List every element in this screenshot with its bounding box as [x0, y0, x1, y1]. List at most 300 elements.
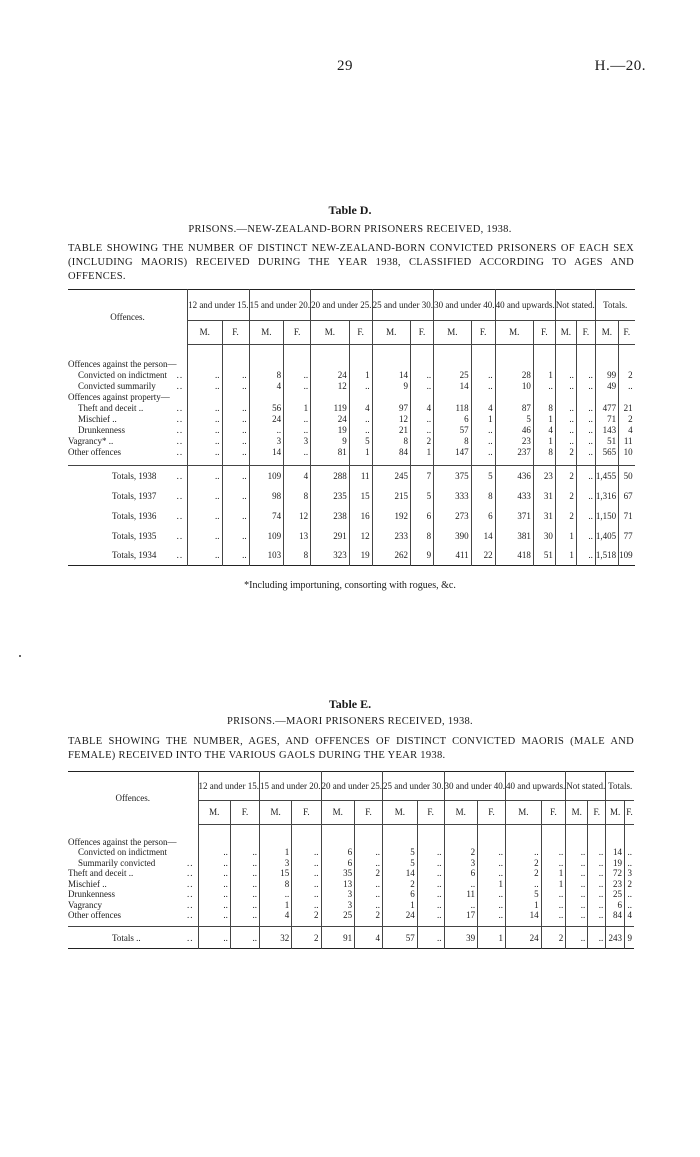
table-cell: .. — [284, 414, 311, 425]
female-col-header: F. — [619, 321, 635, 345]
totals-cell: 12 — [284, 506, 311, 526]
age-group-header: Totals. — [606, 772, 634, 801]
table-cell: 1 — [260, 847, 292, 858]
table-d-footnote: *Including importuning, consorting with rogues, &c. — [244, 580, 456, 591]
table-cell: .. — [198, 847, 230, 858]
table-cell: 25 — [434, 370, 472, 381]
table-cell — [555, 359, 576, 370]
table-cell: 84 — [372, 447, 410, 458]
totals-cell: 192 — [372, 506, 410, 526]
table-cell: 10 — [495, 381, 533, 392]
table-row — [68, 837, 634, 848]
totals-cell: .. — [417, 927, 444, 949]
totals-cell: .. — [576, 546, 595, 566]
table-row — [68, 847, 634, 858]
table-cell: .. — [417, 858, 444, 869]
totals-label: Totals, 1935 — [112, 530, 157, 541]
table-cell: .. — [576, 447, 595, 458]
totals-cell: 16 — [349, 506, 372, 526]
table-cell: .. — [249, 425, 284, 436]
table-cell: 2 — [355, 868, 383, 879]
table-row — [68, 370, 635, 381]
table-cell: 2 — [506, 868, 542, 879]
table-cell: 4 — [260, 910, 292, 921]
table-cell — [555, 392, 576, 403]
row-label: Vagrancy* .. — [68, 436, 114, 446]
table-cell: 81 — [311, 447, 350, 458]
table-cell: .. — [555, 403, 576, 414]
table-cell: 21 — [372, 425, 410, 436]
table-cell — [576, 392, 595, 403]
totals-cell: .. — [576, 486, 595, 506]
table-cell: 17 — [444, 910, 478, 921]
table-cell — [349, 359, 372, 370]
table-cell — [595, 359, 618, 370]
table-cell: .. — [444, 879, 478, 890]
table-cell: 35 — [321, 868, 355, 879]
table-cell: .. — [411, 370, 434, 381]
table-cell: 14 — [606, 847, 625, 858]
totals-cell: 433 — [495, 486, 533, 506]
totals-cell: 215 — [372, 486, 410, 506]
totals-cell: 67 — [619, 486, 635, 506]
totals-cell: 1 — [555, 546, 576, 566]
table-cell: 4 — [349, 403, 372, 414]
table-cell: .. — [198, 889, 230, 900]
table-cell: 28 — [495, 370, 533, 381]
table-cell: .. — [619, 381, 635, 392]
table-cell — [533, 359, 555, 370]
age-group-header: 30 and under 40. — [444, 772, 506, 801]
totals-label: Totals, 1937 — [112, 490, 157, 501]
totals-cell: 243 — [606, 927, 625, 949]
table-row — [68, 414, 635, 425]
totals-cell: .. — [222, 526, 249, 546]
totals-cell: 4 — [284, 466, 311, 486]
table-cell: 237 — [495, 447, 533, 458]
totals-cell: .. — [198, 927, 230, 949]
table-cell: .. — [576, 425, 595, 436]
table-cell: 8 — [260, 879, 292, 890]
row-label: Mischief .. — [68, 878, 107, 889]
female-col-header: F. — [533, 321, 555, 345]
table-cell — [292, 837, 321, 848]
table-cell — [495, 392, 533, 403]
table-row — [68, 910, 634, 921]
table-cell: .. — [555, 436, 576, 447]
totals-cell: 109 — [619, 546, 635, 566]
totals-cell: .. — [188, 466, 222, 486]
table-cell: .. — [222, 436, 249, 447]
table-cell: 23 — [495, 436, 533, 447]
totals-cell: 91 — [321, 927, 355, 949]
table-cell: 2 — [619, 370, 635, 381]
table-cell: 71 — [595, 414, 618, 425]
totals-cell: .. — [576, 466, 595, 486]
table-cell: 1 — [260, 900, 292, 911]
offences-header: Offences. — [115, 792, 151, 803]
totals-cell: 273 — [434, 506, 472, 526]
table-cell: .. — [588, 889, 606, 900]
table-cell: 2 — [619, 414, 635, 425]
totals-cell: 381 — [495, 526, 533, 546]
table-cell — [495, 359, 533, 370]
totals-cell: 51 — [533, 546, 555, 566]
totals-row — [68, 927, 634, 949]
table-cell: 24 — [383, 910, 418, 921]
totals-cell: 12 — [349, 526, 372, 546]
female-col-header: F. — [576, 321, 595, 345]
row-leader: .. — [176, 436, 184, 446]
table-cell: 15 — [260, 868, 292, 879]
table-cell: 14 — [434, 381, 472, 392]
table-cell — [434, 359, 472, 370]
table-cell: .. — [541, 889, 566, 900]
table-cell: .. — [566, 847, 588, 858]
table-cell: .. — [588, 868, 606, 879]
row-label: Drunkenness — [78, 425, 125, 435]
row-label: Summarily convicted — [78, 857, 156, 868]
totals-cell: 31 — [533, 506, 555, 526]
table-cell — [576, 359, 595, 370]
totals-row — [68, 486, 635, 506]
table-cell: .. — [292, 858, 321, 869]
female-col-header: F. — [478, 801, 506, 825]
table-cell: .. — [411, 381, 434, 392]
table-cell: .. — [566, 900, 588, 911]
table-cell: 56 — [249, 403, 284, 414]
table-cell — [260, 837, 292, 848]
table-cell: 5 — [383, 858, 418, 869]
row-leader: .. — [187, 878, 194, 889]
table-cell: 6 — [606, 900, 625, 911]
male-col-header: M. — [198, 801, 230, 825]
male-col-header: M. — [595, 321, 618, 345]
row-leader: .. — [176, 425, 184, 435]
table-cell: .. — [188, 381, 222, 392]
totals-cell: 39 — [444, 927, 478, 949]
table-cell: 3 — [624, 868, 634, 879]
totals-cell: 8 — [411, 526, 434, 546]
totals-cell: 71 — [619, 506, 635, 526]
table-cell — [595, 392, 618, 403]
table-cell — [249, 392, 284, 403]
table-cell: .. — [230, 858, 259, 869]
totals-cell: 1 — [555, 526, 576, 546]
table-cell: .. — [576, 381, 595, 392]
row-leader: .. — [176, 381, 184, 391]
table-cell: 5 — [495, 414, 533, 425]
totals-cell: 1 — [478, 927, 506, 949]
table-cell: .. — [292, 879, 321, 890]
table-cell: 99 — [595, 370, 618, 381]
table-cell: 12 — [372, 414, 410, 425]
table-cell: .. — [506, 879, 542, 890]
table-cell: 2 — [506, 858, 542, 869]
table-cell: .. — [284, 425, 311, 436]
totals-row — [68, 546, 635, 566]
table-row — [68, 436, 635, 447]
totals-cell: 411 — [434, 546, 472, 566]
totals-cell: 1,150 — [595, 506, 618, 526]
table-cell: 477 — [595, 403, 618, 414]
totals-row — [68, 466, 635, 486]
table-cell: .. — [260, 889, 292, 900]
table-cell: .. — [566, 910, 588, 921]
table-cell: 5 — [506, 889, 542, 900]
table-cell: 14 — [249, 447, 284, 458]
age-group-header: 20 and under 25. — [311, 290, 373, 321]
age-group-header: 15 and under 20. — [249, 290, 311, 321]
table-cell: .. — [566, 858, 588, 869]
table-cell: .. — [576, 414, 595, 425]
table-cell: .. — [624, 858, 634, 869]
table-cell — [321, 837, 355, 848]
row-label: Drunkenness — [68, 889, 115, 900]
male-col-header: M. — [249, 321, 284, 345]
row-leader: .. — [187, 932, 194, 943]
table-cell: 3 — [260, 858, 292, 869]
row-leader: .. — [176, 447, 184, 457]
table-cell — [541, 837, 566, 848]
table-cell: .. — [198, 910, 230, 921]
totals-cell: 2 — [555, 466, 576, 486]
table-cell: 147 — [434, 447, 472, 458]
female-col-header: F. — [230, 801, 259, 825]
table-cell: 72 — [606, 868, 625, 879]
table-cell: 1 — [471, 414, 495, 425]
table-cell: 1 — [383, 900, 418, 911]
male-col-header: M. — [506, 801, 542, 825]
table-cell: 8 — [533, 403, 555, 414]
female-col-header: F. — [541, 801, 566, 825]
table-cell: .. — [555, 425, 576, 436]
totals-cell: 14 — [471, 526, 495, 546]
age-group-header: 15 and under 20. — [260, 772, 322, 801]
table-cell: .. — [566, 868, 588, 879]
table-row — [68, 359, 635, 370]
table-cell: .. — [555, 381, 576, 392]
table-row — [68, 879, 634, 890]
table-cell: 565 — [595, 447, 618, 458]
table-cell: .. — [284, 447, 311, 458]
table-d-description: TABLE SHOWING THE NUMBER OF DISTINCT NEW-ZEALAND-BORN CONVICTED PRISONERS OF EACH SEX (INCLUDING MAORIS) RECEIVED DURING THE YEAR 1938, CLASSIFIED ACCORDING TO AGES AND OFFENCES. — [68, 243, 634, 282]
table-cell: 2 — [383, 879, 418, 890]
table-cell: .. — [188, 370, 222, 381]
table-cell: .. — [230, 868, 259, 879]
table-cell: .. — [478, 868, 506, 879]
table-cell: 3 — [321, 889, 355, 900]
table-cell: .. — [506, 847, 542, 858]
table-cell: .. — [417, 879, 444, 890]
totals-cell: 98 — [249, 486, 284, 506]
female-col-header: F. — [588, 801, 606, 825]
row-label: Mischief .. — [78, 414, 117, 424]
table-cell: .. — [588, 900, 606, 911]
table-cell: .. — [222, 381, 249, 392]
table-cell: 25 — [321, 910, 355, 921]
table-d-label: Table D. — [328, 203, 372, 217]
table-cell: 24 — [249, 414, 284, 425]
totals-cell: 288 — [311, 466, 350, 486]
table-cell: 14 — [506, 910, 542, 921]
table-cell — [349, 392, 372, 403]
table-cell: .. — [349, 425, 372, 436]
table-cell: .. — [292, 889, 321, 900]
table-cell: .. — [555, 414, 576, 425]
female-col-header: F. — [292, 801, 321, 825]
table-cell: .. — [198, 868, 230, 879]
table-cell: 1 — [506, 900, 542, 911]
totals-cell: 390 — [434, 526, 472, 546]
table-cell: 11 — [619, 436, 635, 447]
table-cell: .. — [188, 414, 222, 425]
totals-cell: .. — [576, 526, 595, 546]
totals-cell: 103 — [249, 546, 284, 566]
table-cell — [284, 392, 311, 403]
totals-cell: 2 — [555, 486, 576, 506]
totals-cell: 15 — [349, 486, 372, 506]
table-cell: .. — [230, 900, 259, 911]
totals-cell: .. — [566, 927, 588, 949]
table-cell: .. — [349, 414, 372, 425]
table-cell: 6 — [321, 847, 355, 858]
male-col-header: M. — [434, 321, 472, 345]
table-cell: 2 — [355, 910, 383, 921]
totals-cell: .. — [588, 927, 606, 949]
table-cell: .. — [576, 403, 595, 414]
row-leader: .. — [187, 910, 194, 921]
table-cell: .. — [417, 847, 444, 858]
table-cell — [506, 837, 542, 848]
table-cell: 1 — [533, 370, 555, 381]
table-cell: 21 — [619, 403, 635, 414]
table-cell: 118 — [434, 403, 472, 414]
row-label: Offences against the person— — [68, 359, 177, 369]
table-cell: .. — [222, 403, 249, 414]
table-cell: .. — [541, 910, 566, 921]
table-cell: .. — [588, 910, 606, 921]
row-leader: .. — [176, 550, 184, 561]
table-cell: .. — [471, 425, 495, 436]
table-cell: .. — [555, 370, 576, 381]
totals-cell: 238 — [311, 506, 350, 526]
table-cell: .. — [417, 900, 444, 911]
totals-cell: 2 — [292, 927, 321, 949]
table-cell: 8 — [249, 370, 284, 381]
table-row — [68, 858, 634, 869]
table-cell — [434, 392, 472, 403]
table-cell: 2 — [444, 847, 478, 858]
totals-cell: 32 — [260, 927, 292, 949]
stray-mark — [19, 655, 21, 657]
totals-cell: 19 — [349, 546, 372, 566]
totals-cell: 262 — [372, 546, 410, 566]
table-cell — [417, 837, 444, 848]
table-d-subtitle: PRISONS.—NEW-ZEALAND-BORN PRISONERS RECEIVED, 1938. — [188, 224, 512, 235]
male-col-header: M. — [555, 321, 576, 345]
table-cell: 9 — [311, 436, 350, 447]
table-cell — [533, 392, 555, 403]
male-col-header: M. — [566, 801, 588, 825]
table-e — [68, 771, 634, 949]
table-cell — [355, 837, 383, 848]
table-cell — [588, 837, 606, 848]
table-cell: .. — [624, 889, 634, 900]
female-col-header: F. — [624, 801, 634, 825]
table-cell: .. — [478, 889, 506, 900]
age-group-header: 25 and under 30. — [383, 772, 445, 801]
table-cell: .. — [355, 879, 383, 890]
table-cell: .. — [417, 910, 444, 921]
totals-cell: 1,405 — [595, 526, 618, 546]
totals-cell: 9 — [411, 546, 434, 566]
table-cell — [311, 359, 350, 370]
row-leader: .. — [187, 868, 194, 879]
table-row — [68, 447, 635, 458]
table-row — [68, 403, 635, 414]
table-cell: 1 — [478, 879, 506, 890]
totals-cell: 375 — [434, 466, 472, 486]
table-cell: .. — [588, 879, 606, 890]
table-cell: 87 — [495, 403, 533, 414]
table-cell: 24 — [311, 414, 350, 425]
table-cell: 2 — [624, 879, 634, 890]
row-label: Convicted on indictment — [78, 370, 167, 380]
male-col-header: M. — [495, 321, 533, 345]
table-cell: 8 — [434, 436, 472, 447]
table-cell: .. — [198, 858, 230, 869]
table-cell — [372, 392, 410, 403]
table-cell: .. — [355, 900, 383, 911]
table-e-subtitle: PRISONS.—MAORI PRISONERS RECEIVED, 1938. — [227, 716, 473, 727]
totals-cell: 333 — [434, 486, 472, 506]
table-cell: 3 — [444, 858, 478, 869]
table-cell: 3 — [321, 900, 355, 911]
table-cell — [249, 359, 284, 370]
table-cell — [619, 359, 635, 370]
table-cell — [619, 392, 635, 403]
totals-cell: .. — [188, 526, 222, 546]
table-cell — [188, 392, 222, 403]
male-col-header: M. — [311, 321, 350, 345]
table-cell: 1 — [284, 403, 311, 414]
table-cell — [198, 837, 230, 848]
table-cell: .. — [198, 879, 230, 890]
table-cell: .. — [230, 847, 259, 858]
totals-cell: 245 — [372, 466, 410, 486]
totals-row — [68, 526, 635, 546]
table-cell — [230, 837, 259, 848]
totals-cell: .. — [222, 486, 249, 506]
totals-cell: 5 — [471, 466, 495, 486]
table-cell: 57 — [434, 425, 472, 436]
row-label: Convicted on indictment — [78, 847, 167, 858]
table-cell: .. — [624, 900, 634, 911]
table-cell: .. — [188, 425, 222, 436]
table-cell: 6 — [444, 868, 478, 879]
table-cell: .. — [588, 858, 606, 869]
table-cell: 97 — [372, 403, 410, 414]
totals-cell: 235 — [311, 486, 350, 506]
table-cell: 4 — [249, 381, 284, 392]
table-cell: .. — [478, 858, 506, 869]
age-group-header: 20 and under 25. — [321, 772, 383, 801]
totals-cell: 74 — [249, 506, 284, 526]
table-cell: 14 — [372, 370, 410, 381]
table-cell: .. — [411, 414, 434, 425]
age-group-header: 25 and under 30. — [372, 290, 434, 321]
